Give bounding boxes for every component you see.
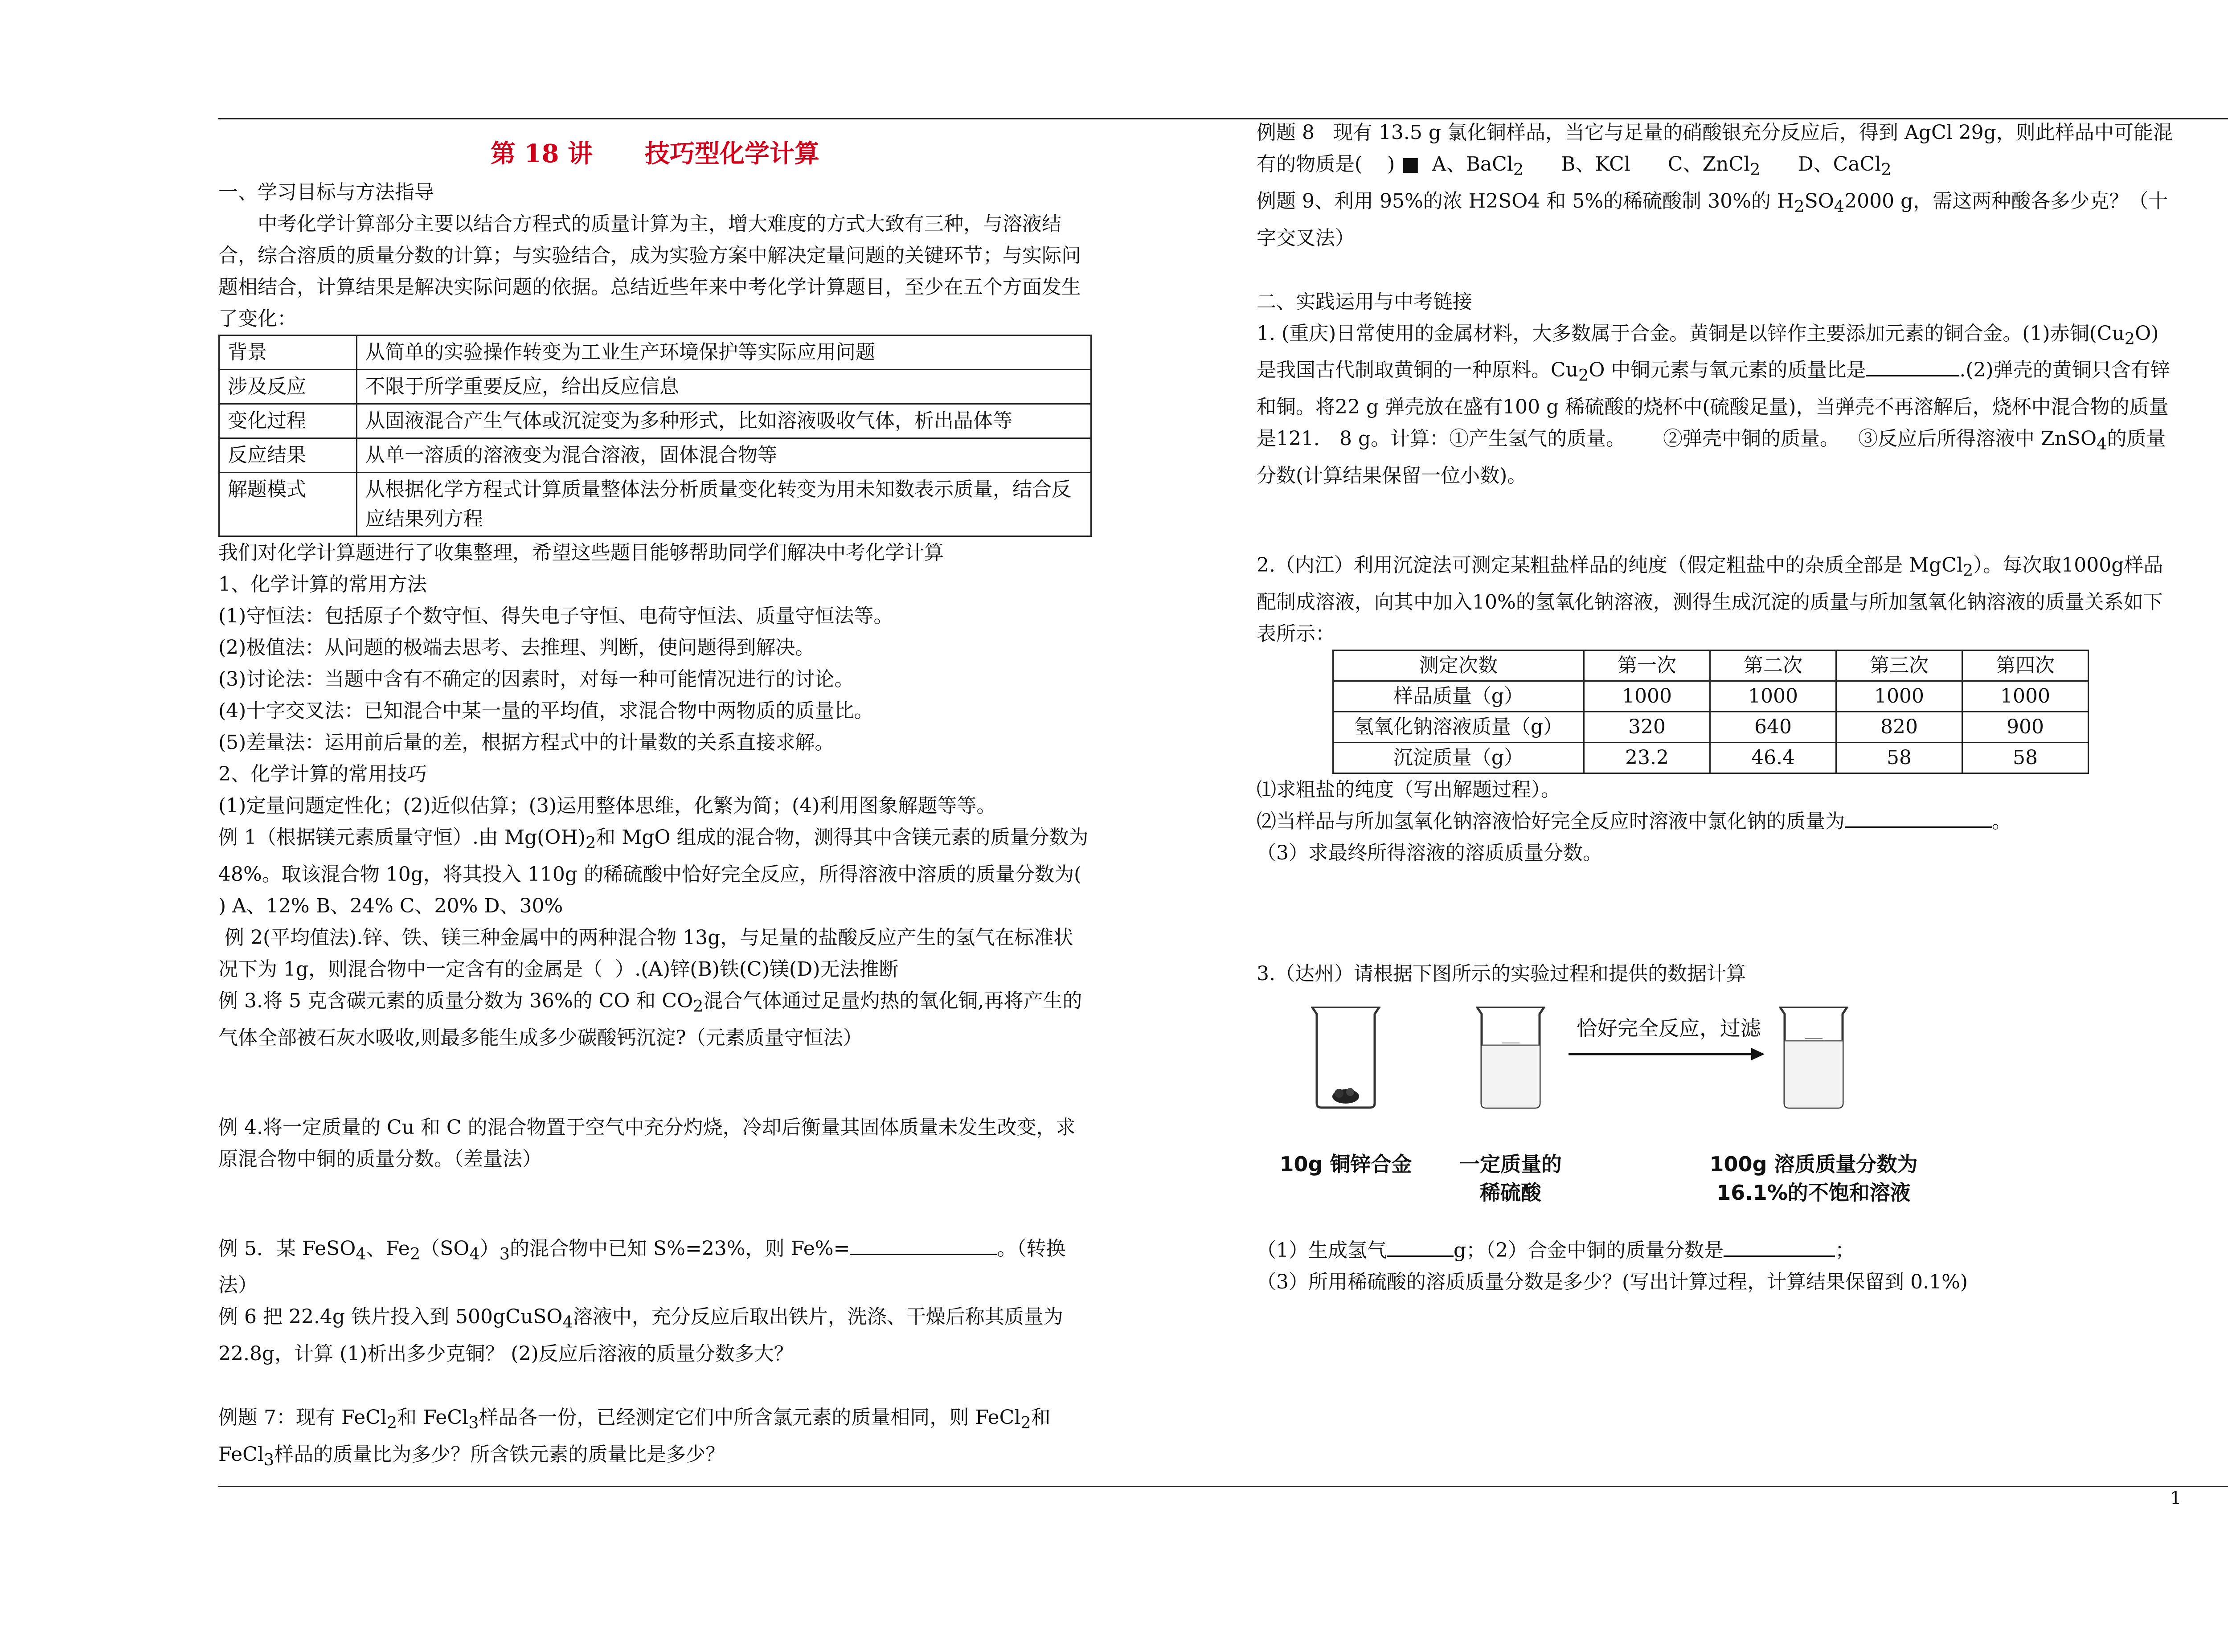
- table-header: 第四次: [1962, 650, 2089, 681]
- question-1: 1. (重庆)日常使用的金属材料，大多数属于合金。黄铜是以锌作主要添加元素的铜合金。(1)赤铜$(Cu_2O)$是我国古代制取黄铜的一种原料。$Cu_2O$ 中铜元素与氧元素的质量比是 .(2)弹壳的黄铜只含有锌和铜。将22 g 弹壳放在盛有100 g 稀硫酸的烧杯中(硫酸足量)，当弹壳不再溶解后，烧杯中混合物的质量是121． 8 g。计算：①产生氢气的质量。 ②弹壳中铜的质量。 ③反应后所得溶液中 ZnSO$_4$的质量分数(计算结果保留一位小数)。: [1257, 322, 2170, 487]
- example-6-text-cont: 溶液中，充分反应后取出铁片，洗涤、干燥后称其质量为 22.8g，计算 (1)析出多少克铜？ (2)反应后溶液的质量分数多大？: [218, 1305, 1063, 1366]
- example-7-text-e: 样品的质量比为多少？所含铁元素的质量比是多少？: [274, 1443, 725, 1466]
- table-header: 第三次: [1836, 650, 1962, 681]
- example-5-text-d: ）: [479, 1237, 500, 1260]
- example-3: 例 3.将 5 克含碳元素的质量分数为 36%的 CO 和 $CO_2$混合气体通过足量灼热的氧化铜,再将产生的气体全部被石灰水吸收,则最多能生成多少碳酸钙沉淀?（元素质量守恒法）: [218, 989, 1082, 1049]
- table-row: [219, 438, 1091, 473]
- table-cell: 涉及反应: [219, 370, 357, 404]
- example-2: 例 2(平均值法).锌、铁、镁三种金属中的两种混合物 13g，与足量的盐酸反应产生的氢气在标准状况下为 1g，则混合物中一定含有的金属是（ ）.(A)锌(B)铁(C)镁(D)无法推断: [218, 926, 1073, 981]
- example-8: 例题 8 现有 13.5 g 氯化铜样品，当它与足量的硝酸银充分反应后，得到 AgCl 29g，则此样品中可能混有的物质是( ) ■ A、BaCl$_2$ B、KCl C、ZnCl$_2$ D、CaCl$_2$: [1257, 121, 2173, 179]
- question-2-sub-3: （3）求最终所得溶液的溶质质量分数。: [1257, 841, 1602, 864]
- table-cell: 变化过程: [219, 404, 357, 438]
- method-item: (3)讨论法：当题中含有不确定的因素时，对每一种可能情况进行的讨论。: [218, 668, 854, 691]
- table-cell: 沉淀质量（g）: [1333, 742, 1584, 773]
- question-2-sub-1: ⑴求粗盐的纯度（写出解题过程）。: [1257, 778, 1560, 801]
- example-9-text: 例题 9、利用 95%的浓 H2SO4 和 5%的稀硫酸制 30%的 H: [1257, 189, 1794, 213]
- table-cell: 从简单的实验操作转变为工业生产环境保护等实际应用问题: [357, 335, 1091, 370]
- table-header-row: [1333, 650, 2089, 681]
- intro-paragraph: 中考化学计算部分主要以结合方程式的质量计算为主，增大难度的方式大致有三种，与溶液结合，综合溶质的质量分数的计算；与实验结合，成为实验方案中解决定量问题的关键环节；与实际问题相结合，计算结果是解决实际问题的依据。总结近些年来中考化学计算题目，至少在五个方面发生了变化：: [218, 213, 1081, 330]
- question-2-sub-2: [1257, 806, 2175, 837]
- table-row: [219, 370, 1091, 404]
- example-7: 例题 7：现有 FeCl$_2$和 FeCl$_3$样品各一份，已经测定它们中所含氯元素的质量相同，则 FeCl$_2$和 FeCl$_3$样品的质量比为多少？所含铁元素的质量比是多少？: [218, 1406, 1051, 1469]
- example-3-text: 例 3.将 5 克含碳元素的质量分数为 36%的 CO 和 CO: [218, 989, 693, 1012]
- table-cell: 从根据化学方程式计算质量整体法分析质量变化转变为用未知数表示质量，结合反应结果列方程: [357, 473, 1091, 536]
- table-row: [1333, 712, 2089, 742]
- table-cell: 640: [1710, 712, 1836, 742]
- page-title: 第 18 讲 技巧型化学计算: [491, 139, 819, 168]
- solution-label-line-1: 100g 溶质质量分数为: [1709, 1152, 1918, 1176]
- example-6: 例 6 把 22.4g 铁片投入到 500gCuSO$_4$溶液中，充分反应后取出铁片，洗涤、干燥后称其质量为 22.8g，计算 (1)析出多少克铜？ (2)反应后溶液的质量分数多大？: [218, 1305, 1063, 1366]
- question-2: 2.（内江）利用沉淀法可测定某粗盐样品的纯度（假定粗盐中的杂质全部是 MgCl$_2$）。每次取1000g样品配制成溶液，向其中加入10%的氢氧化钠溶液，测得生成沉淀的质量与所加氢氧化钠溶液的质量关系如下表所示：: [1257, 553, 2163, 645]
- method-item: (5)差量法：运用前后量的差，根据方程式中的计量数的关系直接求解。: [218, 731, 835, 754]
- question-3-sub-2: （3）所用稀硫酸的溶质质量分数是多少？(写出计算过程，计算结果保留到 0.1%): [1257, 1270, 1968, 1293]
- section-1-heading: 一、学习目标与方法指导: [218, 181, 434, 204]
- question-1-text: 1. (重庆)日常使用的金属材料，大多数属于合金。黄铜是以锌作主要添加元素的铜合金。(1)赤铜(Cu: [1257, 322, 2125, 345]
- table-cell: 1000: [1584, 681, 1710, 712]
- table-cell: 820: [1836, 712, 1962, 742]
- method-item: (4)十字交叉法：已知混合中某一量的平均值，求混合物中两物质的质量比。: [218, 699, 874, 722]
- solution-label-line-2: 16.1%的不饱和溶液: [1716, 1180, 1911, 1205]
- example-4: 例 4.将一定质量的 Cu 和 C 的混合物置于空气中充分灼烧，冷却后衡量其固体质量未发生改变，求原混合物中铜的质量分数。（差量法）: [218, 1116, 1076, 1170]
- method-item: (1)守恒法：包括原子个数守恒、得失电子守恒、电荷守恒法、质量守恒法等。: [218, 605, 893, 627]
- table-header: 测定次数: [1333, 650, 1584, 681]
- example-9: 例题 9、利用 95%的浓 H2SO4 和 5%的稀硫酸制 30%的 $H_2SO_42000$ g，需这两种酸各多少克？（十字交叉法）: [1257, 189, 2168, 249]
- answer-blank[interactable]: [1724, 1238, 1835, 1257]
- table-cell: 样品质量（g）: [1333, 681, 1584, 712]
- example-7-text-d: 和 FeCl: [218, 1406, 1051, 1466]
- question-1-text-d: .(2)弹壳的黄铜只含有锌和铜。将22 g 弹壳放在盛有100 g 稀硫酸的烧杯中(硫酸足量)，当弹壳不再溶解后，烧杯中混合物的质量是121． 8 g。计算：①产生氢气的质量。 ②弹壳中铜的质量。 ③反应后所得溶液中 ZnSO: [1257, 359, 2170, 450]
- example-8-text-c: D、CaCl: [1760, 153, 1881, 176]
- question-3: 3.（达州）请根据下图所示的实验过程和提供的数据计算: [1257, 962, 1746, 985]
- collect-paragraph: 我们对化学计算题进行了收集整理，希望这些题目能够帮助同学们解决中考化学计算: [218, 541, 944, 564]
- example-5-text: 例 5．某 FeSO: [218, 1237, 356, 1260]
- example-7-text-b: 和 FeCl: [397, 1406, 469, 1429]
- table-cell: 1000: [1710, 681, 1836, 712]
- question-2-sub-2-text: ⑵当样品与所加氢氧化钠溶液恰好完全反应时溶液中氯化钠的质量为: [1257, 810, 1845, 833]
- example-8-text: 例题 8 现有 13.5 g 氯化铜样品，当它与足量的硝酸银充分反应后，得到 AgCl 29g，则此样品中可能混有的物质是( ) ■ A、BaCl: [1257, 121, 2173, 176]
- table-cell: 解题模式: [219, 473, 357, 536]
- acid-label-line-1: 一定质量的: [1459, 1152, 1562, 1176]
- example-1-text-cont: 和 MgO 组成的混合物，测得其中含镁元素的质量分数为 48%。取该混合物 10g，将其投入 110g 的稀硫酸中恰好完全反应，所得溶液中溶质的质量分数为( ) A、12% B、24% C、20% D、30%: [218, 826, 1089, 917]
- skills-heading: 2、化学计算的常用技巧: [218, 763, 427, 785]
- example-7-text-c: 样品各一份，已经测定它们中所含氯元素的质量相同，则 FeCl: [479, 1406, 1021, 1429]
- table-row: [219, 404, 1091, 438]
- question-3-sub-1-end: ；: [1835, 1239, 1855, 1262]
- question-1-text-e: 的质量分数(计算结果保留一位小数)。: [1257, 427, 2166, 487]
- question-2-text-b: ）。每次取1000g样品配制成溶液，向其中加入10%的氢氧化钠溶液，测得生成沉淀的质量与所加氢氧化钠溶液的质量关系如下表所示：: [1257, 553, 2163, 645]
- question-1-text-b: O)是我国古代制取黄铜的一种原料。Cu: [1257, 322, 2159, 382]
- table-row: [219, 335, 1091, 370]
- table-cell: 58: [1962, 742, 2089, 773]
- skills-text: (1)定量问题定性化；(2)近似估算；(3)运用整体思维，化繁为简；(4)利用图象解题等等。: [218, 794, 996, 817]
- arrow-label: 恰好完全反应，过滤: [1577, 1016, 1761, 1040]
- beaker-alloy-icon: [1306, 1003, 1386, 1110]
- example-6-text: 例 6 把 22.4g 铁片投入到 500gCuSO: [218, 1305, 563, 1329]
- table-header: 第一次: [1584, 650, 1710, 681]
- table-header: 第二次: [1710, 650, 1836, 681]
- table-cell: 从固液混合产生气体或沉淀变为多种形式，比如溶液吸收气体，析出晶体等: [357, 404, 1091, 438]
- beaker-acid-icon: [1470, 1003, 1551, 1110]
- example-3-text-cont: 混合气体通过足量灼热的氧化铜,再将产生的气体全部被石灰水吸收,则最多能生成多少碳酸钙沉淀?（元素质量守恒法）: [218, 989, 1082, 1049]
- left-column: [218, 134, 1092, 1476]
- methods-heading: 1、化学计算的常用方法: [218, 573, 427, 596]
- arrow-icon: [1569, 1045, 1765, 1063]
- question-3-sub-1-text-b: g；（2）合金中铜的质量分数是: [1454, 1239, 1724, 1262]
- table-row: [1333, 681, 2089, 712]
- change-table: [218, 335, 1092, 537]
- answer-blank[interactable]: [850, 1236, 997, 1255]
- table-cell: 1000: [1836, 681, 1962, 712]
- example-7-text: 例题 7：现有 FeCl: [218, 1406, 387, 1429]
- question-1-text-c: O 中铜元素与氧元素的质量比是: [1589, 359, 1866, 382]
- table-cell: 氢氧化钠溶液质量（g）: [1333, 712, 1584, 742]
- table-row: [1333, 742, 2089, 773]
- example-9-text-b: SO: [1804, 189, 1834, 213]
- table-cell: 背景: [219, 335, 357, 370]
- question-2-sub-2-end: 。: [1992, 810, 2011, 833]
- table-cell: 反应结果: [219, 438, 357, 473]
- question-2-text: 2.（内江）利用沉淀法可测定某粗盐样品的纯度（假定粗盐中的杂质全部是 MgCl: [1257, 553, 1963, 577]
- section-2-heading: 二、实践运用与中考链接: [1257, 290, 1472, 313]
- alloy-label: 10g 铜锌合金: [1279, 1152, 1412, 1176]
- answer-blank[interactable]: [1866, 357, 1959, 376]
- table-cell: 900: [1962, 712, 2089, 742]
- table-cell: 320: [1584, 712, 1710, 742]
- table-row: [219, 473, 1091, 536]
- table-cell: 23.2: [1584, 742, 1710, 773]
- table-cell: 不限于所学重要反应，给出反应信息: [357, 370, 1091, 404]
- example-5-text-f: 。（转换法）: [218, 1237, 1066, 1297]
- example-5-text-b: 、Fe: [366, 1237, 410, 1260]
- table-cell: 58: [1836, 742, 1962, 773]
- table-cell: 从单一溶质的溶液变为混合溶液，固体混合物等: [357, 438, 1091, 473]
- question-3-sub-1: [1257, 1235, 2175, 1266]
- experiment-figure: [1266, 994, 1918, 1226]
- method-item: (2)极值法：从问题的极端去思考、去推理、判断，使问题得到解决。: [218, 636, 815, 659]
- answer-blank[interactable]: [1845, 809, 1992, 828]
- table-cell: 1000: [1962, 681, 2089, 712]
- answer-blank[interactable]: [1387, 1238, 1454, 1257]
- measurement-table: [1332, 650, 2089, 774]
- example-1: 例 1（根据镁元素质量守恒）.由 $Mg(OH)_2$和 MgO 组成的混合物，测得其中含镁元素的质量分数为 48%。取该混合物 10g，将其投入 110g 的稀硫酸中恰好完全反应，所得溶液中溶质的质量分数为( ) A、12% B、24% C、20% D、30%: [218, 826, 1089, 917]
- example-9-text-c: 2000 g，需这两种酸各多少克？（十字交叉法）: [1257, 189, 2168, 249]
- example-5-text-c: （SO: [420, 1237, 470, 1260]
- example-8-text-b: B、KCl C、ZnCl: [1524, 153, 1750, 176]
- table-cell: 46.4: [1710, 742, 1836, 773]
- example-1-text: 例 1（根据镁元素质量守恒）.由 Mg(OH): [218, 826, 586, 849]
- page-number: 1: [2170, 1488, 2182, 1509]
- right-column: [1257, 117, 2175, 1298]
- beaker-solution-icon: [1773, 1003, 1854, 1110]
- acid-label-line-2: 稀硫酸: [1480, 1180, 1541, 1205]
- bottom-rule: [218, 1486, 2228, 1487]
- question-3-sub-1-text: （1）生成氢气: [1257, 1239, 1387, 1262]
- example-5: 例 5．某 FeSO$_4$、$Fe_2(SO_4)_3$的混合物中已知 S%=23%，则 Fe%= 。（转换法）: [218, 1233, 1092, 1301]
- example-5-text-e: 的混合物中已知 S%=23%，则 Fe%=: [510, 1237, 850, 1260]
